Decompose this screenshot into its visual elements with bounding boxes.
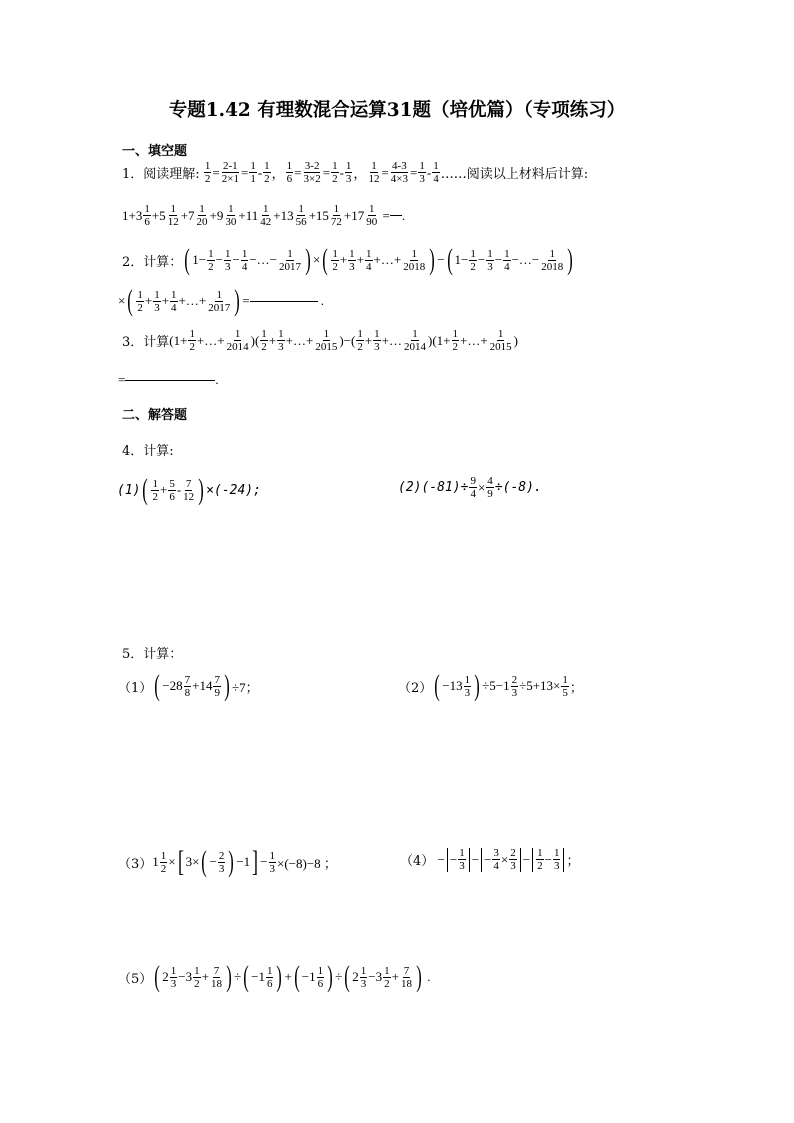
q2-line1: 2．计算： ( 1− $\frac{1}{2}$ − $\frac{1}{3}$ − $\frac{1}{4}$ −…− $\frac{1}{2017}$ ) × ( $\frac{1}{2}$ + $\frac{1}{3}$ + $\frac{1}{4}$ +…+ $\frac{1}{2018}$ ) − ( 1− $\frac{1}{2}$ − $\frac{1}{3}$ − $\frac{1}{4}$ −…− $\frac{1}{2018}$ ) — [122, 243, 573, 276]
q1-line2: 1+3 $\frac{1}{6}$ +5 $\frac{1}{12}$ +7 $\frac{1}{20}$ +9 $\frac{1}{30}$ +11 $\frac{1}{42}$ +13 $\frac{1}{56}$ +15 $\frac{1}{72}$ +17 $\frac{1}{90}$ = . — [122, 203, 406, 228]
q5-p4-label: （4） — [400, 854, 435, 869]
q5-p1-label: （1） — [118, 680, 153, 696]
q5-part3: （3） 1 $\frac{1}{2}$ × [ 3× ( − $\frac{2}{3}$ ) −1 ] − $\frac{1}{3}$ ×(−8)−8 ； — [118, 845, 337, 878]
q4-part2: (2)(-81)÷ $\frac{9}{4}$ × $\frac{4}{9}$ ÷(-8). — [398, 475, 542, 500]
q3-label: 3．计算 — [122, 335, 170, 350]
q5-label: 5．计算： — [122, 647, 183, 662]
section-fill-blank: 一、填空题 — [122, 144, 188, 159]
q5-p3-label: （3） — [118, 856, 153, 872]
q1-example: $\frac{1}{2}$ = $\frac{2-1}{2\times 1}$ = $\frac{1}{1}$ - $\frac{1}{2}$ ， $\frac{1}{6}$ = $\frac{3-2}{3\times 2}$ = $\frac{1}{2}$ - $\frac{1}{3}$ ， $\frac{1}{12}$ = $\frac{4-3}{4\times 3}$ = $\frac{1}{3}$ - $\frac{1}{4}$ — [204, 160, 439, 185]
q5-part4: （4） − − $\frac{1}{3}$ − − $\frac{3}{4}$ × $\frac{2}{3}$ − $\frac{1}{2}$ − $\frac{1}{3}$ ； — [400, 847, 580, 872]
q5-part1: （1） ( −28 $\frac{7}{8}$ +14 $\frac{7}{9}$ ) ÷7； — [118, 669, 259, 702]
q3-line1: 3．计算 (1+ $\frac{1}{2}$ +…+ $\frac{1}{2014}$ )( $\frac{1}{2}$ + $\frac{1}{3}$ +…+ $\frac{1}{2015}$ )−( $\frac{1}{2}$ + $\frac{1}{3}$ +… $\frac{1}{2014}$ )(1+ $\frac{1}{2}$ +…+ $\frac{1}{2015}$ ) — [122, 328, 519, 353]
q4-label: 4．计算: — [122, 444, 174, 459]
q5-p2-label: （2） — [398, 680, 433, 696]
q4-part1: (1) ( $\frac{1}{2}$ + $\frac{5}{6}$ - $\frac{7}{12}$ ) ×(-24); — [117, 473, 261, 506]
q4-p1-label: (1) — [117, 482, 141, 498]
section-answer: 二、解答题 — [122, 408, 188, 423]
q1-label: 1．阅读理解: — [122, 167, 200, 182]
q4-p2-label: (2)(-81)÷ — [398, 480, 469, 495]
q1-tail: ……阅读以上材料后计算: — [440, 167, 589, 182]
q5-part5: （5） ( 2 $\frac{1}{3}$ −3 $\frac{1}{2}$ + $\frac{7}{18}$ ) ÷ ( −1 $\frac{1}{6}$ ) + ( −1 $\frac{1}{6}$ ) ÷ ( 2 $\frac{1}{3}$ −3 $\frac{1}{2}$ + $\frac{7}{18}$ ) . — [118, 960, 431, 993]
q2-label: 2．计算： — [122, 254, 183, 270]
q3-line2: = . — [118, 372, 219, 387]
q5-p5-label: （5） — [118, 971, 153, 987]
page-title: 专题1.42 有理数混合运算31题（培优篇）（专项练习） — [168, 100, 626, 121]
q1-line1 — [122, 160, 588, 185]
q2-line2: × ( $\frac{1}{2}$ + $\frac{1}{3}$ + $\frac{1}{4}$ +…+ $\frac{1}{2017}$ ) = . — [118, 284, 325, 317]
q5-part2: （2） ( −13 $\frac{1}{3}$ ) ÷5−1 $\frac{2}{3}$ ÷5+13× $\frac{1}{5}$ ； — [398, 669, 583, 702]
